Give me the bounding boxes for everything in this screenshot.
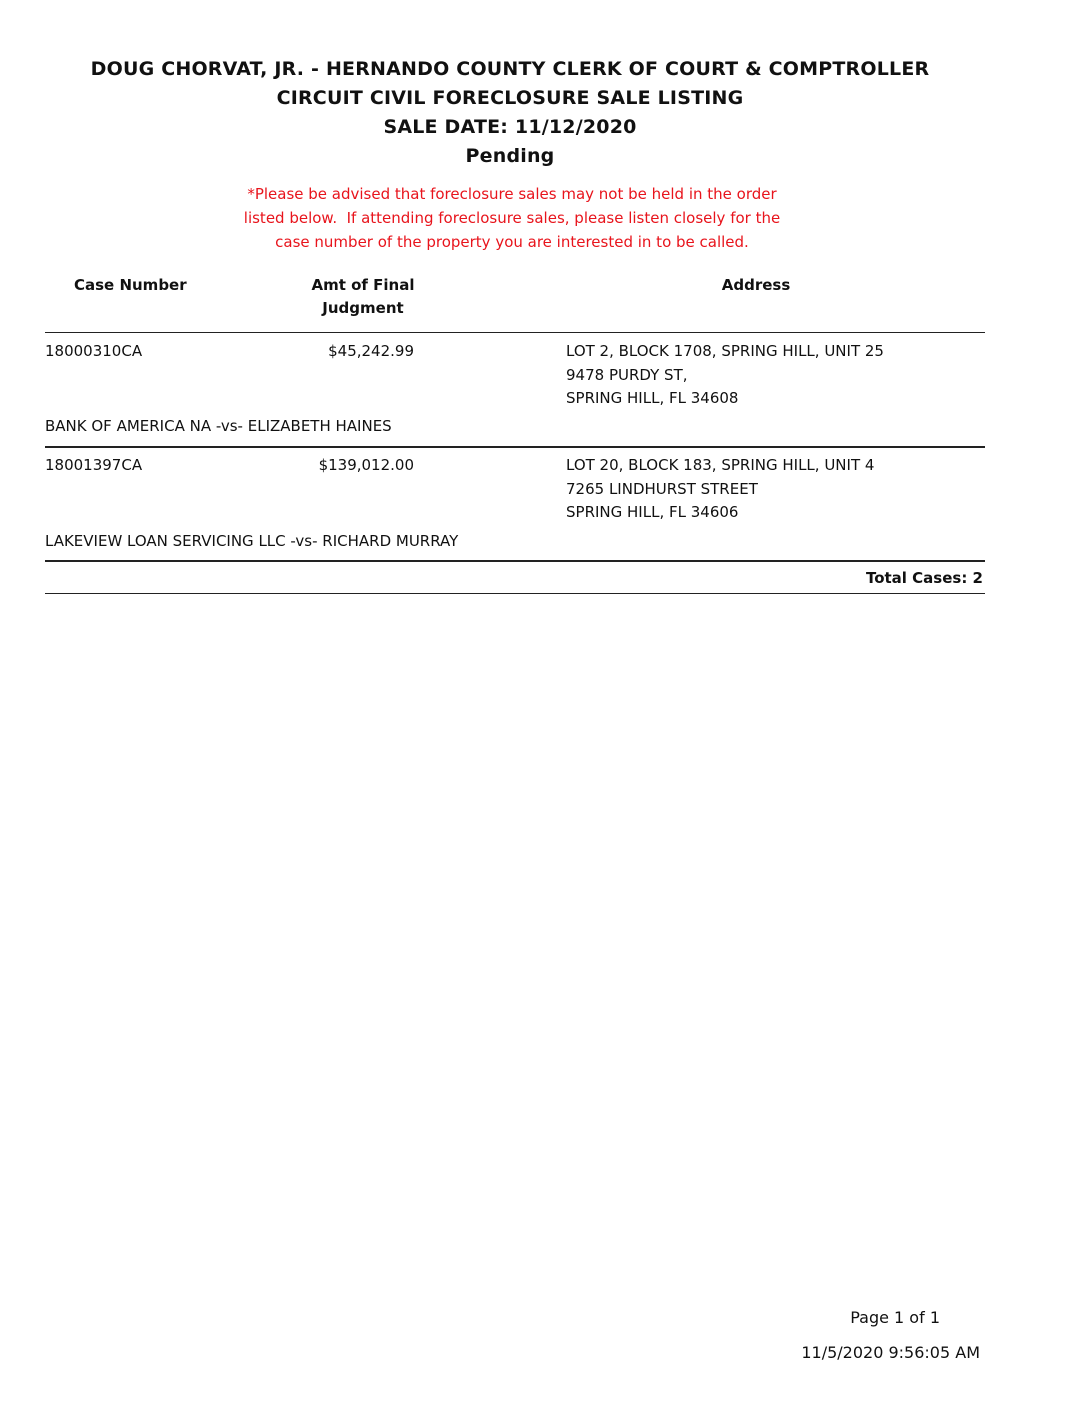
row-divider <box>45 446 985 448</box>
notice-line-2: listed below. If attending foreclosure sales, please listen closely for the <box>243 209 781 227</box>
sale-date: SALE DATE: 11/12/2020 <box>383 116 637 138</box>
notice-line-3: case number of the property you are interested in to be called. <box>275 233 749 251</box>
column-header-amount-line-1: Amt of Final <box>311 276 415 294</box>
status-label: Pending <box>465 145 555 167</box>
case-parties: LAKEVIEW LOAN SERVICING LLC -vs- RICHARD MURRAY <box>45 532 459 550</box>
column-header-case-number: Case Number <box>74 276 187 294</box>
report-header <box>0 55 1020 171</box>
clerk-title: DOUG CHORVAT, JR. - HERNANDO COUNTY CLERK OF COURT & COMPTROLLER <box>90 58 930 80</box>
summary-divider <box>45 593 985 594</box>
column-header-amount-line-2: Judgment <box>322 299 404 317</box>
address-line-3: SPRING HILL, FL 34606 <box>566 503 739 521</box>
column-header-address: Address <box>721 276 791 294</box>
column-header-amount <box>290 274 436 320</box>
judgment-amount: $139,012.00 <box>318 456 414 474</box>
case-number: 18001397CA <box>45 456 143 474</box>
case-parties: BANK OF AMERICA NA -vs- ELIZABETH HAINES <box>45 417 392 435</box>
row-divider <box>45 560 985 562</box>
address-line-2: 7265 LINDHURST STREET <box>566 479 758 498</box>
address-line-1: LOT 20, BLOCK 183, SPRING HILL, UNIT 4 <box>566 456 875 474</box>
report-title: CIRCUIT CIVIL FORECLOSURE SALE LISTING <box>276 87 744 109</box>
page-number: Page 1 of 1 <box>850 1308 940 1327</box>
judgment-amount: $45,242.99 <box>328 342 414 360</box>
address-line-2: 9478 PURDY ST, <box>566 365 688 384</box>
header-divider <box>45 332 985 333</box>
address-line-1: LOT 2, BLOCK 1708, SPRING HILL, UNIT 25 <box>566 342 884 360</box>
case-number: 18000310CA <box>45 342 143 360</box>
total-cases: Total Cases: 2 <box>865 569 983 587</box>
address-line-3: SPRING HILL, FL 34608 <box>566 389 739 407</box>
print-timestamp: 11/5/2020 9:56:05 AM <box>801 1343 980 1362</box>
notice-line-1: *Please be advised that foreclosure sales may not be held in the order <box>247 185 777 203</box>
advisory-notice <box>0 182 1024 254</box>
